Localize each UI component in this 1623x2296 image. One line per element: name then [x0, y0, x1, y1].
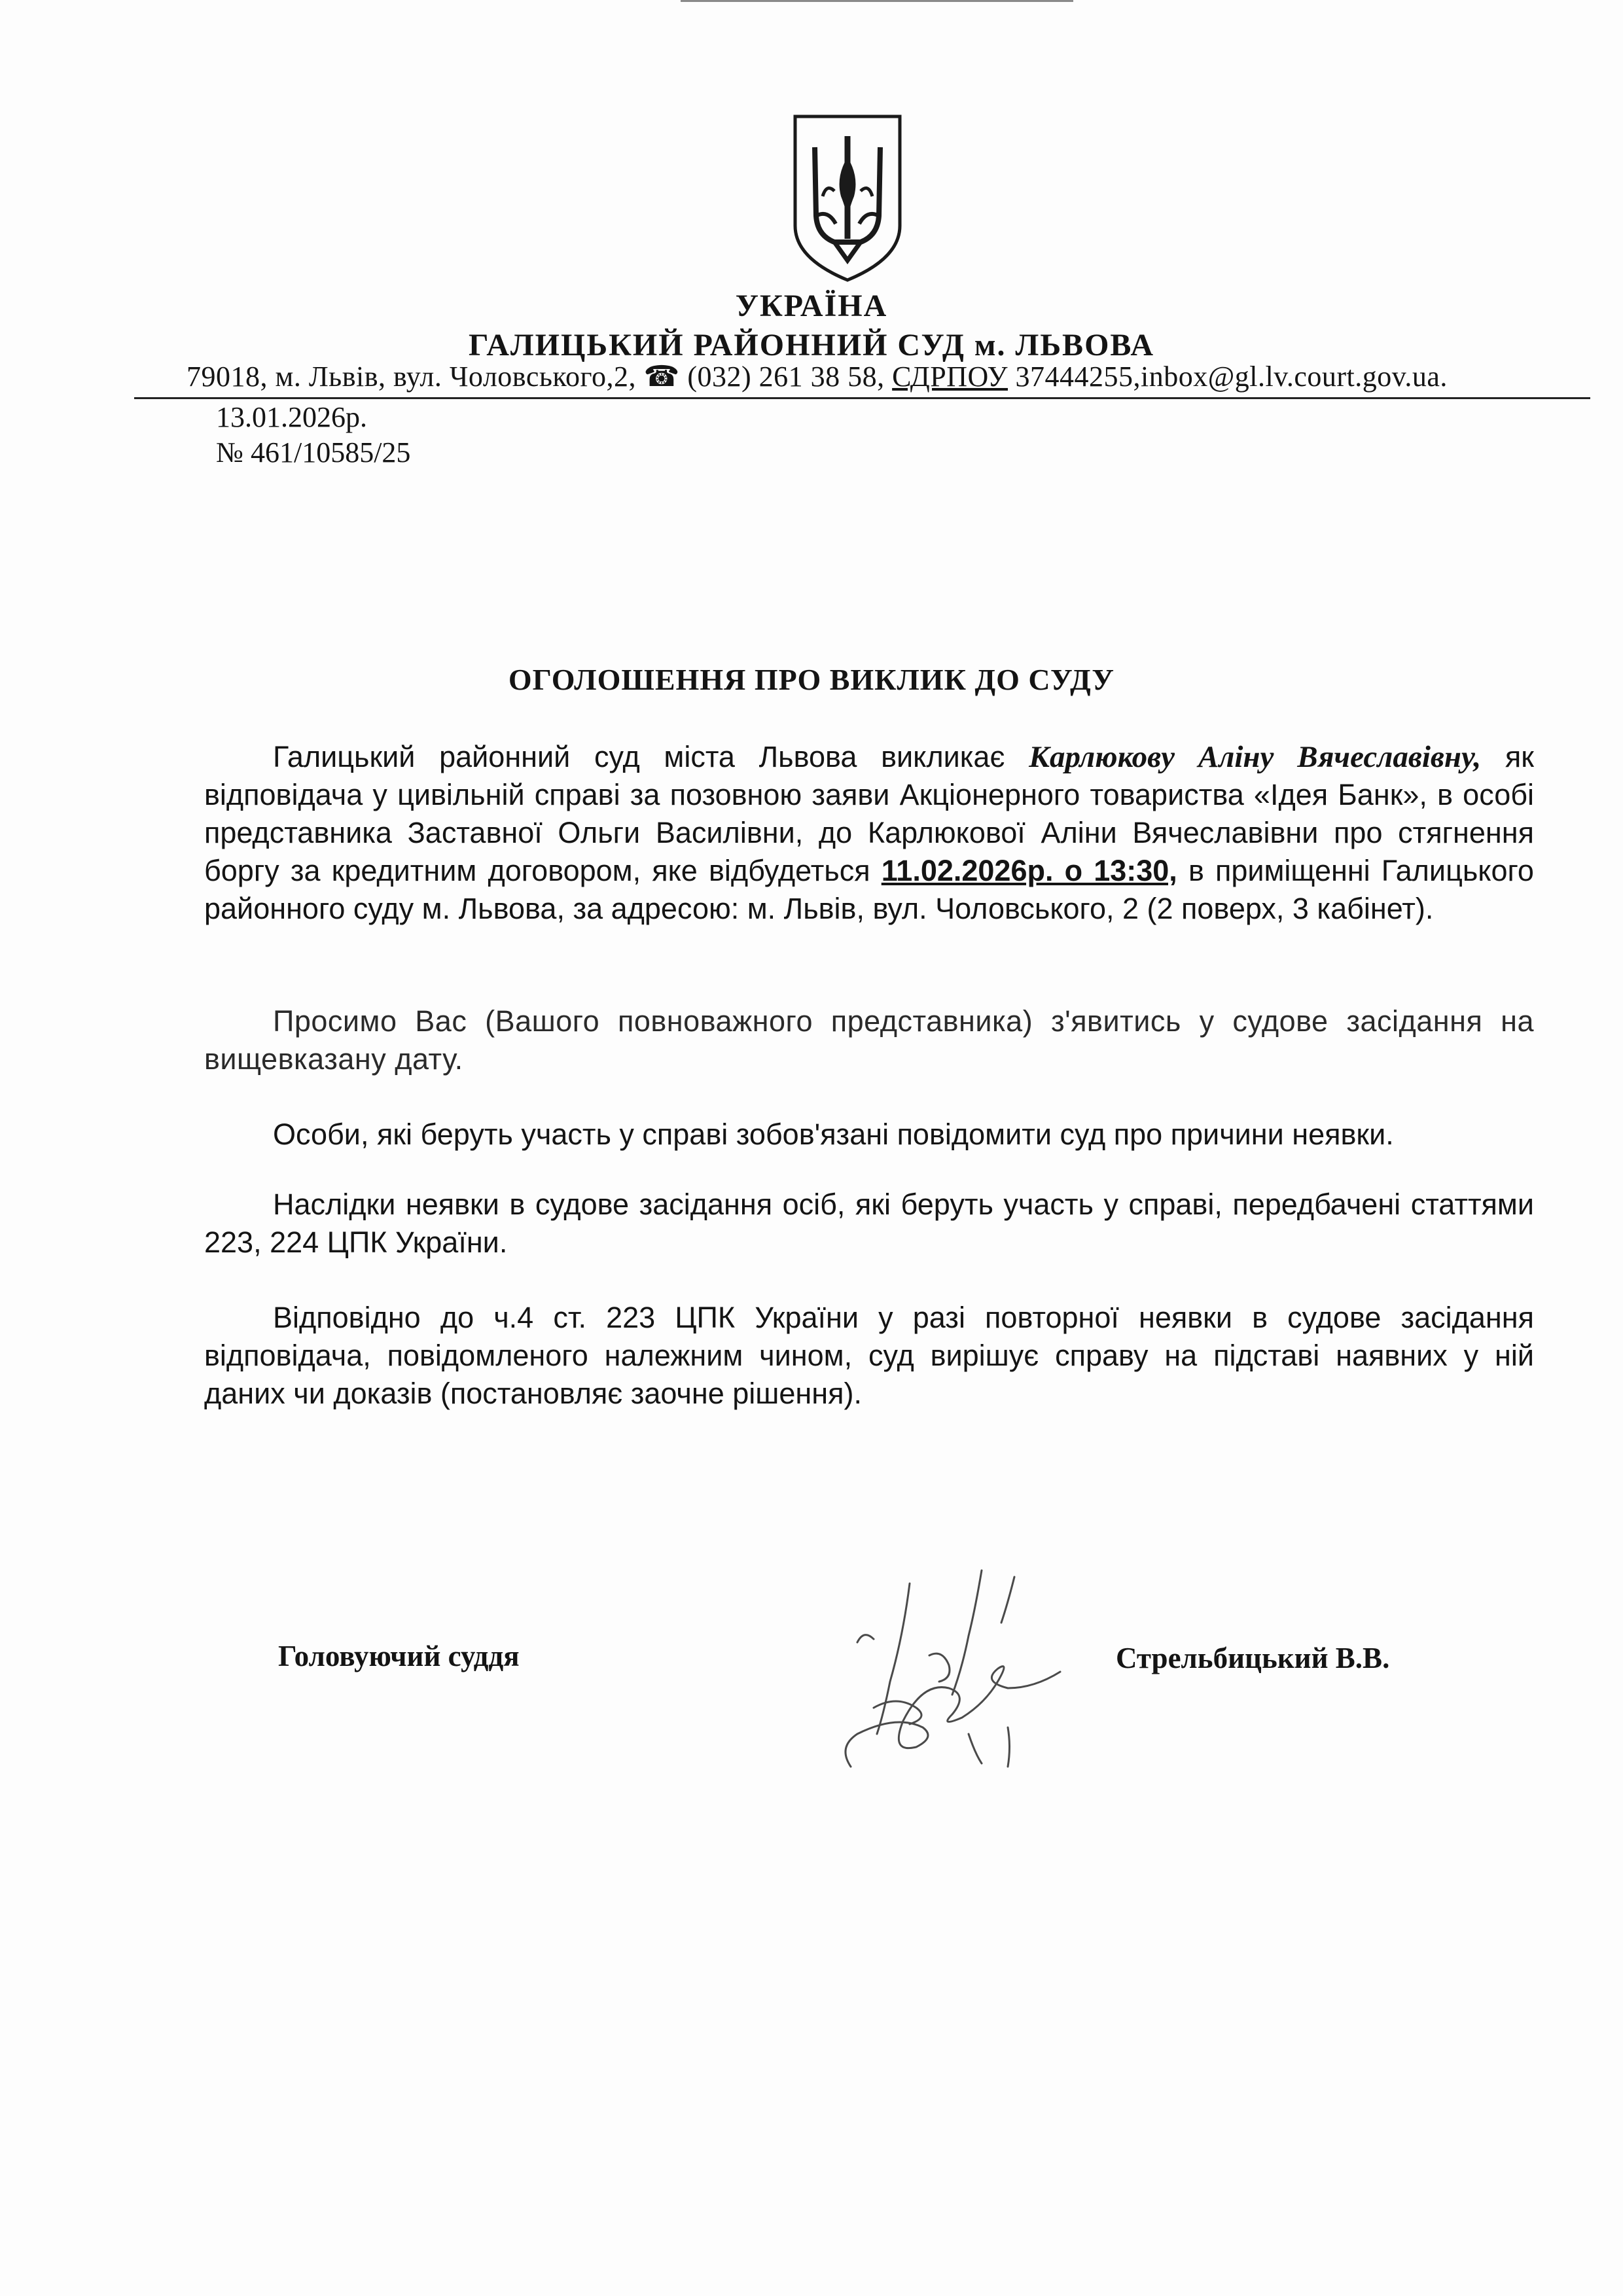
header-divider — [134, 397, 1590, 399]
request-paragraph: Просимо Вас (Вашого повноважного представника) з'явитись у судове засідання на вищевказану дату. — [204, 1004, 1534, 1076]
document-title: ОГОЛОШЕННЯ ПРО ВИКЛИК ДО СУДУ — [508, 663, 1115, 696]
case-number: № 461/10585/25 — [216, 436, 411, 468]
consequences-paragraph: Наслідки неявки в судове засідання осіб, які беруть участь у справі, передбачені статтями 223, 224 ЦПК України. — [204, 1188, 1534, 1259]
defendant-name: Карлюкову Аліну Вячеславівну, — [1029, 740, 1482, 774]
summons-paragraph — [204, 738, 1534, 928]
country-heading: УКРАЇНА — [735, 289, 888, 323]
summons-text-middle: як відповідача у цивільній справі за позовною заяви Акціонерного товариства «Ідея Банк», в особі представника Заставної Ольги Василівни, до Карлюкової Аліни Вячеславівни про стягнення боргу за кредитним договором, яке відбудеться — [204, 740, 1534, 887]
hearing-datetime: 11.02.2026р. о 13:30, — [881, 854, 1177, 887]
court-heading: ГАЛИЦЬКИЙ РАЙОННИЙ СУД м. ЛЬВОВА — [468, 328, 1155, 362]
edrpou-label: СДРПОУ — [892, 361, 1008, 393]
telephone-icon: ☎ — [643, 361, 680, 393]
summons-text-end: в приміщенні Галицького районного суду м. Львова, за адресою: м. Львів, вул. Чоловського, 2 (2 поверх, 3 кабінет). — [204, 854, 1534, 925]
notify-paragraph: Особи, які беруть участь у справі зобов'язані повідомити суд про причини неявки. — [273, 1118, 1394, 1151]
handwritten-signature — [812, 1557, 1086, 1793]
repeat-absence-paragraph: Відповідно до ч.4 ст. 223 ЦПК України у разі повторної неявки в судове засідання відповідача, повідомленого належним чином, суд вирішує справу на підставі наявних у ній даних чи доказів (постановляє заочне рішення). — [204, 1301, 1534, 1410]
document-date: 13.01.2026р. — [216, 401, 367, 433]
summons-text-start: Галицький районний суд міста Львова викликає — [273, 740, 1005, 773]
court-address-line — [187, 360, 1448, 393]
court-phone: (032) 261 38 58, — [687, 361, 885, 393]
scan-edge-line — [681, 0, 1073, 2]
judge-name: Стрельбицький В.В. — [1116, 1642, 1390, 1674]
coat-of-arms-icon — [789, 111, 906, 285]
edrpou-and-email: 37444255,inbox@gl.lv.court.gov.ua. — [1015, 361, 1448, 393]
court-address: 79018, м. Львів, вул. Чоловського,2, — [187, 361, 637, 393]
judge-role: Головуючий суддя — [278, 1640, 520, 1672]
